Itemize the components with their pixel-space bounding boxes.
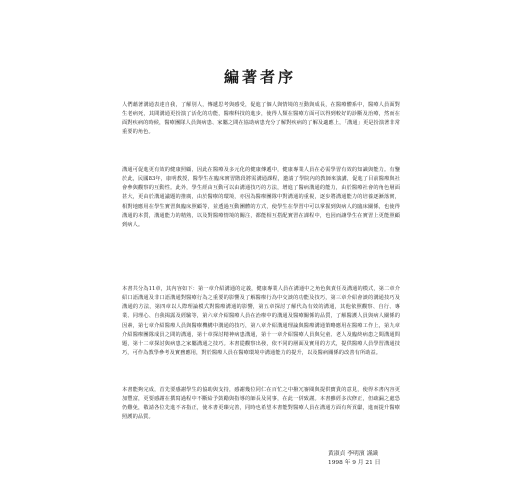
signature-date: 1998 年 9 月 21 日 [328,460,381,466]
paragraph-3: 本書共分為11章，其內容如下：第一章介紹溝通的定義，健康專業人員在溝通中之角色與責任及溝通的模式，第二章介紹口語溝通及非口語溝通對醫療行為之重要的影響及了解醫療行為中交談的功能及技巧，第三章介紹會談的溝通技巧及溝通的方法，第四章以人際理論模式對醫療溝通的影響，第五章探討了解代為有效的溝通，其他依照觀察、自行、專業、同理心、自我揭露及經驗等，第六章介紹醫療人員在治療中的溝通及醫療關係的品質，了解醫護人員與病人關係的因素，第七章介紹醫療人員與醫療機構中溝通的技巧，第八章介紹溝通理論與醫療溝通策略應用在醫療工作上，第九章介紹醫療團隊成員之間的溝通，第十章探討精神病患溝通，第十一章介紹醫療人員與兒童、老人及臨終病患之間溝通問題，第十二章探討與病患之家屬溝通之技巧。本書從觀察出發，依不同的層面及實用的方式，提供醫療人員學習溝通技巧，可作為教學參考及實務應用，對於醫療人員在醫療環境中溝通能力的提升，以及醫病關係的改善有所助益。 [122,286,400,357]
paragraph-2: 溝通可促進更有效的健康照顧，因此在醫療及多元化的健康傳遞中，健康專業人員在必需學習有效的知識與能力。有鑒於此，民國83年，康明教授，醫學生在臨床實習階段將需溝通課程，邀請了學院內的教師來演講，促進了目前醫療與社會參與觀察的互動性。此外，學生經由互動可以由溝通技巧的方法，增進了醫病溝通的能力，由於醫療社會的角色層面甚大，更由於溝通議題的推廣，由於醫療的環境，亦因為醫療團隊中對溝通的重視，逐步將溝通能力的培養逐漸落實，相對地應用在學生實習與臨床照顧等，並透過互動團體的方式，使學生在學習中可以掌握到與病人的臨床關係，也使得溝通的本質，溝通能力的精熟，以及對醫療情境的關注，都能相互搭配實習在課程中，也因而讓學生在實習上更能照顧到病人。 [122,167,400,228]
signature-names: 黃淑貞 李明濱 謹識 [328,451,379,457]
preface-title: 編著者序 [223,68,296,86]
paragraph-4: 本書能夠完成，首先要感謝學生的協助與支持，感謝幾位同仁在百忙之中撥冗審閱與提供寶貴的意見，使得本書內容更加豐富，更要感謝在撰寫過程中不斷給予鼓勵與指導的師長及同事，在此一併致謝。本書雖經多次修正，但疏漏之處恐仍難免，敬請各位先進不吝指正，使本書更臻完善，同時也希望本書能對醫療人員在溝通方面有所貢獻，進而提升醫療照護的品質。 [122,387,400,421]
paragraph-1: 人們藉著溝通表達自我，了解別人，傳遞思考與感受，促進了個人與情境的互動與成長，在醫療體系中，醫療人員面對生老病死，其間溝通更扮演了活化的功能，醫療科技的進步，使得人類在醫療方面可以得到較好的診斷及治療，然而在面對疾病的時候，醫療團隊人員與病患、家屬之間在協助病患充分了解對疾病的了解及適應上，「溝通」更是扮演著非常重要的角色。 [122,102,400,136]
signature-block [328,450,408,468]
